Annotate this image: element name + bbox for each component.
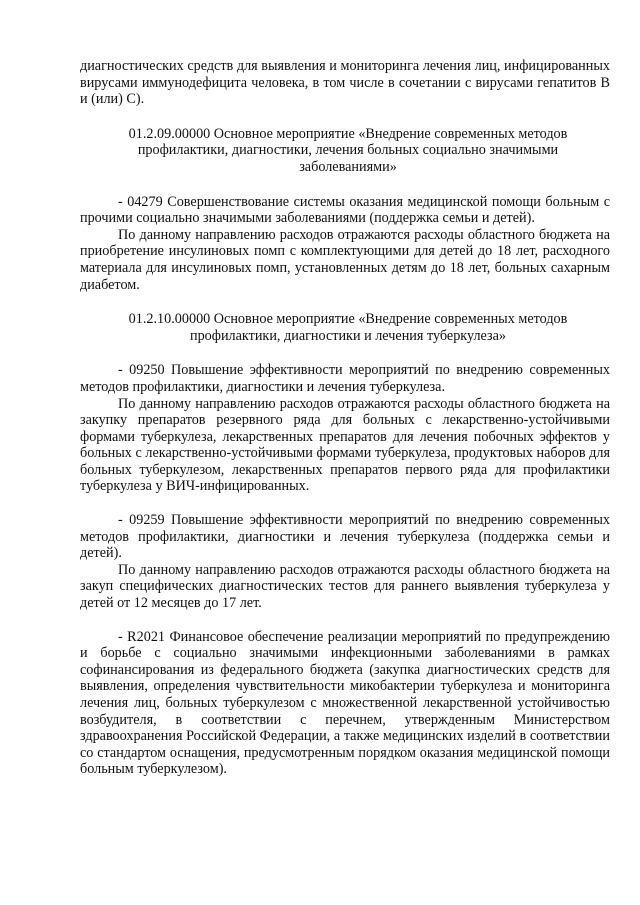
paragraph-09259-description: По данному направлению расходов отражаются расходы областного бюджета на закуп специфических диагностических тестов для раннего выявления туберкулеза у детей от 12 месяцев до 17 лет.	[80, 561, 610, 612]
paragraph-09250: - 09250 Повышение эффективности мероприятий по внедрению современных методов профилактики, диагностики и лечения туберкулеза.	[80, 362, 610, 395]
paragraph-r2021: - R2021 Финансовое обеспечение реализации мероприятий по предупреждению и борьбе с социально значимыми инфекционными заболеваниями в рамках софинансирования из федерального бюджета (закупка диагностических средств для выявления, определения чувствительности микобактерии туберкулеза и мониторинга лечения лиц, больных туберкулезом с множественной лекарственной устойчивостью возбудителя, в соответствии с перечнем, утвержденным Министерством здравоохранения Российской Федерации, а также медицинских изделий в соответствии со стандартом оснащения, предусмотренным порядком оказания медицинской помощи больным туберкулезом).	[80, 628, 610, 778]
section-heading-01-2-09: 01.2.09.00000 Основное мероприятие «Внедрение современных методов профилактики, диагностики, лечения больных социально значимыми заболеваниями»	[128, 125, 568, 175]
paragraph-09250-description: По данному направлению расходов отражаются расходы областного бюджета на закупку препаратов резервного ряда для больных с лекарственно-устойчивыми формами туберкулеза, лекарственных препаратов для лечения побочных эффектов у больных с лекарственно-устойчивыми формами туберкулеза, продуктовых наборов для больных туберкулезом, лекарственных препаратов первого ряда для профилактики туберкулеза у ВИЧ-инфицированных.	[80, 395, 610, 495]
paragraph-09259: - 09259 Повышение эффективности мероприятий по внедрению современных методов профилактики, диагностики и лечения туберкулеза (поддержка семьи и детей).	[80, 512, 610, 562]
section-heading-01-2-10: 01.2.10.00000 Основное мероприятие «Внедрение современных методов профилактики, диагностики и лечения туберкулеза»	[128, 311, 568, 344]
paragraph-04279-description: По данному направлению расходов отражаются расходы областного бюджета на приобретение инсулиновых помп с комплектующими для детей до 18 лет, расходного материала для инсулиновых помп, установленных детям до 18 лет, больных сахарным диабетом.	[80, 226, 610, 293]
paragraph-continuation: диагностических средств для выявления и мониторинга лечения лиц, инфицированных вирусами иммунодефицита человека, в том числе в сочетании с вирусами гепатитов В и (или) С).	[80, 58, 610, 108]
paragraph-04279: - 04279 Совершенствование системы оказания медицинской помощи больным с прочими социально значимыми заболеваниями (поддержка семьи и детей).	[80, 193, 610, 227]
spacer	[80, 612, 610, 629]
spacer	[80, 495, 610, 512]
